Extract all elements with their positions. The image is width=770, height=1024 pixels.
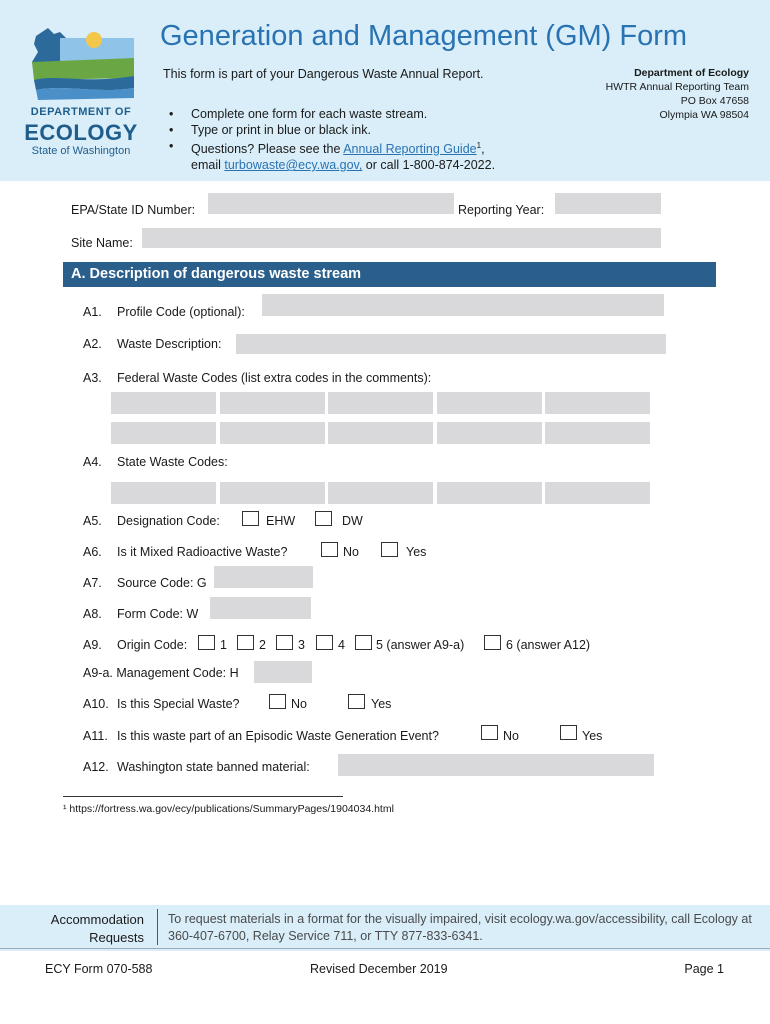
accommodation-label: [0, 911, 144, 947]
a9a-label: A9-a. Management Code: H: [83, 666, 239, 680]
ecology-logo: [24, 22, 138, 162]
federal-code-field[interactable]: [111, 422, 216, 444]
origin-code-6-checkbox[interactable]: [484, 635, 501, 650]
dw-checkbox[interactable]: [315, 511, 332, 526]
revised-date: Revised December 2019: [310, 962, 448, 976]
a8-label: Form Code: W: [117, 607, 199, 621]
a7-label: Source Code: G: [117, 576, 207, 590]
logo-state-text: State of Washington: [31, 145, 131, 157]
a12-number: A12.: [83, 760, 109, 774]
footnote-url: ¹ https://fortress.wa.gov/ecy/publications/SummaryPages/1904034.html: [63, 803, 394, 815]
episodic-event-no-label: No: [503, 729, 519, 743]
waste-description-field[interactable]: [236, 334, 666, 354]
federal-code-field[interactable]: [220, 392, 325, 414]
management-code-field[interactable]: [254, 661, 312, 683]
a1-label: Profile Code (optional):: [117, 305, 245, 319]
phone-text: or call 1-800-874-2022.: [362, 158, 496, 173]
a3-label: Federal Waste Codes (list extra codes in the comments):: [117, 371, 432, 385]
state-code-field[interactable]: [220, 482, 325, 504]
footnote-marker: 1: [476, 141, 482, 150]
logo-department-text: DEPARTMENT OF: [30, 106, 132, 118]
banned-material-field[interactable]: [338, 754, 654, 776]
federal-code-field[interactable]: [545, 422, 650, 444]
instruction-item: • Complete one form for each waste stream.: [163, 106, 583, 122]
reporting-year-label: Reporting Year:: [458, 203, 545, 217]
federal-code-field[interactable]: [545, 392, 650, 414]
section-a-header: [63, 262, 716, 287]
federal-code-field[interactable]: [328, 392, 433, 414]
federal-code-field[interactable]: [220, 422, 325, 444]
origin-code-5-label: 5 (answer A9-a): [376, 638, 465, 652]
section-title: Description of dangerous waste stream: [89, 266, 362, 282]
state-code-field[interactable]: [437, 482, 542, 504]
epa-id-label: EPA/State ID Number:: [71, 203, 196, 217]
email-prefix: email: [191, 158, 225, 173]
questions-text: Questions? Please see the: [191, 142, 344, 157]
form-title: Generation and Management (GM) Form: [160, 20, 688, 52]
section-letter: A.: [71, 266, 86, 282]
profile-code-field[interactable]: [262, 294, 664, 316]
annual-reporting-guide-link[interactable]: Annual Reporting Guide: [343, 142, 477, 157]
ehw-checkbox[interactable]: [242, 511, 259, 526]
department-city: Olympia WA 98504: [659, 109, 749, 121]
department-team: HWTR Annual Reporting Team: [605, 81, 749, 93]
a6-number: A6.: [83, 545, 102, 559]
accommodation-text: To request materials in a format for the visually impaired, visit ecology.wa.gov/accessibility, call Ecology at 360-407-6700, Relay Service 711, or TTY 877-833-6341.: [168, 912, 752, 943]
a4-number: A4.: [83, 455, 102, 469]
a5-number: A5.: [83, 514, 102, 528]
instruction-item: • Type or print in blue or black ink.: [163, 122, 583, 138]
episodic-event-yes-label: Yes: [582, 729, 603, 743]
footnote-divider: [63, 796, 343, 797]
logo-ecology-text: ECOLOGY: [24, 120, 138, 145]
site-name-label: Site Name:: [71, 236, 133, 250]
origin-code-1-checkbox[interactable]: [198, 635, 215, 650]
form-intro: This form is part of your Dangerous Waste Annual Report.: [163, 67, 484, 81]
department-address: [606, 66, 749, 122]
a10-label: Is this Special Waste?: [117, 697, 240, 711]
a11-label: Is this waste part of an Episodic Waste Generation Event?: [117, 729, 439, 743]
mixed-radioactive-yes-checkbox[interactable]: [381, 542, 398, 557]
dw-label: DW: [342, 514, 363, 528]
instruction-item-questions: • Questions? Please see the Annual Reporting Guide$^1$, email turbowaste@ecy.wa.gov, or call 1-800-874-2022.: [163, 138, 583, 173]
federal-code-field[interactable]: [437, 422, 542, 444]
origin-code-5-checkbox[interactable]: [355, 635, 372, 650]
ehw-label: EHW: [266, 514, 296, 528]
instruction-list: [163, 106, 583, 173]
accommodation-bottom-rule: [0, 948, 770, 949]
mixed-radioactive-yes-label: Yes: [406, 545, 427, 559]
origin-code-4-checkbox[interactable]: [316, 635, 333, 650]
origin-code-6-label: 6 (answer A12): [506, 638, 591, 652]
a3-number: A3.: [83, 371, 102, 385]
origin-code-2-label: 2: [259, 638, 266, 652]
episodic-event-yes-checkbox[interactable]: [560, 725, 577, 740]
federal-code-field[interactable]: [111, 392, 216, 414]
reporting-year-field[interactable]: [555, 193, 661, 214]
washington-state-logo-icon: [26, 22, 136, 102]
department-name: Department of Ecology: [634, 67, 749, 79]
a4-label: State Waste Codes:: [117, 455, 228, 469]
form-number: ECY Form 070-588: [45, 962, 153, 976]
form-header: [0, 0, 770, 181]
episodic-event-no-checkbox[interactable]: [481, 725, 498, 740]
site-name-field[interactable]: [142, 228, 661, 248]
a9-number: A9.: [83, 638, 102, 652]
a12-label: Washington state banned material:: [117, 760, 310, 774]
special-waste-no-label: No: [291, 697, 307, 711]
a10-number: A10.: [83, 697, 109, 711]
state-code-field[interactable]: [111, 482, 216, 504]
accommodation-separator: [157, 909, 158, 945]
a8-number: A8.: [83, 607, 102, 621]
a6-label: Is it Mixed Radioactive Waste?: [117, 545, 288, 559]
federal-code-field[interactable]: [437, 392, 542, 414]
accommodation-label-line2: Requests: [89, 930, 144, 945]
state-code-field[interactable]: [328, 482, 433, 504]
special-waste-yes-checkbox[interactable]: [348, 694, 365, 709]
a1-number: A1.: [83, 305, 102, 319]
origin-code-1-label: 1: [220, 638, 227, 652]
mixed-radioactive-no-checkbox[interactable]: [321, 542, 338, 557]
a5-label: Designation Code:: [117, 514, 220, 528]
special-waste-no-checkbox[interactable]: [269, 694, 286, 709]
origin-code-3-checkbox[interactable]: [276, 635, 293, 650]
mixed-radioactive-no-label: No: [343, 545, 359, 559]
origin-code-2-checkbox[interactable]: [237, 635, 254, 650]
origin-code-4-label: 4: [338, 638, 345, 652]
a2-number: A2.: [83, 337, 102, 351]
page-number: Page 1: [684, 962, 724, 976]
email-link[interactable]: turbowaste@ecy.wa.gov,: [224, 158, 363, 173]
origin-code-3-label: 3: [298, 638, 305, 652]
a11-number: A11.: [83, 729, 108, 743]
form-code-field[interactable]: [210, 597, 311, 619]
a7-number: A7.: [83, 576, 102, 590]
a9-label: Origin Code:: [117, 638, 188, 652]
epa-id-field[interactable]: [208, 193, 454, 214]
source-code-field[interactable]: [214, 566, 313, 588]
a2-label: Waste Description:: [117, 337, 222, 351]
department-po-box: PO Box 47658: [680, 95, 749, 107]
federal-code-field[interactable]: [328, 422, 433, 444]
accommodation-label-line1: Accommodation: [50, 912, 144, 927]
accommodation-banner: [0, 905, 770, 951]
state-code-field[interactable]: [545, 482, 650, 504]
special-waste-yes-label: Yes: [371, 697, 392, 711]
